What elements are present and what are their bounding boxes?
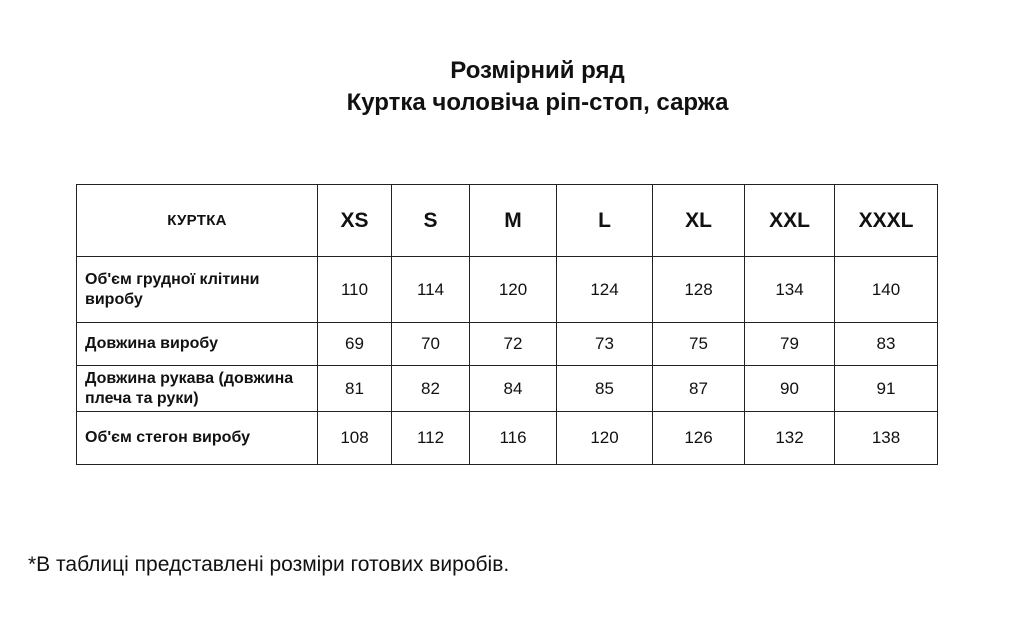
- header-size-xl: XL: [653, 185, 745, 257]
- table-cell: 138: [835, 412, 938, 465]
- table-cell: 120: [557, 412, 653, 465]
- table-cell: 82: [392, 366, 470, 412]
- header-label-cell: КУРТКА: [77, 185, 318, 257]
- table-cell: 81: [318, 366, 392, 412]
- row-label-chest: Об'єм грудної клітини виробу: [77, 257, 318, 323]
- table-cell: 126: [653, 412, 745, 465]
- table-cell: 87: [653, 366, 745, 412]
- page-title: Розмірний ряд: [450, 57, 625, 84]
- table-row: [77, 323, 938, 366]
- header-size-xxl: XXL: [745, 185, 835, 257]
- table-row: [77, 412, 938, 465]
- table-cell: 84: [470, 366, 557, 412]
- table-cell: 83: [835, 323, 938, 366]
- table-row: [77, 366, 938, 412]
- table-row: [77, 257, 938, 323]
- row-label-hips: Об'єм стегон виробу: [77, 412, 318, 465]
- table-cell: 112: [392, 412, 470, 465]
- table-header-row: [77, 185, 938, 257]
- footnote: *В таблиці представлені розміри готових виробів.: [28, 553, 510, 576]
- row-label-sleeve: Довжина рукава (довжина плеча та руки): [77, 366, 318, 412]
- header-size-xs: XS: [318, 185, 392, 257]
- table-cell: 108: [318, 412, 392, 465]
- table-cell: 73: [557, 323, 653, 366]
- table-cell: 79: [745, 323, 835, 366]
- table-cell: 120: [470, 257, 557, 323]
- header-size-s: S: [392, 185, 470, 257]
- table-cell: 124: [557, 257, 653, 323]
- size-chart-table: [76, 184, 938, 465]
- table-cell: 110: [318, 257, 392, 323]
- row-label-length: Довжина виробу: [77, 323, 318, 366]
- table-cell: 140: [835, 257, 938, 323]
- table-cell: 91: [835, 366, 938, 412]
- header-size-l: L: [557, 185, 653, 257]
- page-subtitle: Куртка чоловіча ріп-стоп, саржа: [346, 89, 729, 116]
- header-size-xxxl: XXXL: [835, 185, 938, 257]
- table-cell: 114: [392, 257, 470, 323]
- table-cell: 70: [392, 323, 470, 366]
- table-cell: 132: [745, 412, 835, 465]
- table-cell: 85: [557, 366, 653, 412]
- table-cell: 90: [745, 366, 835, 412]
- table-cell: 116: [470, 412, 557, 465]
- table-cell: 134: [745, 257, 835, 323]
- table-cell: 75: [653, 323, 745, 366]
- table-cell: 69: [318, 323, 392, 366]
- table-cell: 128: [653, 257, 745, 323]
- header-size-m: M: [470, 185, 557, 257]
- table-cell: 72: [470, 323, 557, 366]
